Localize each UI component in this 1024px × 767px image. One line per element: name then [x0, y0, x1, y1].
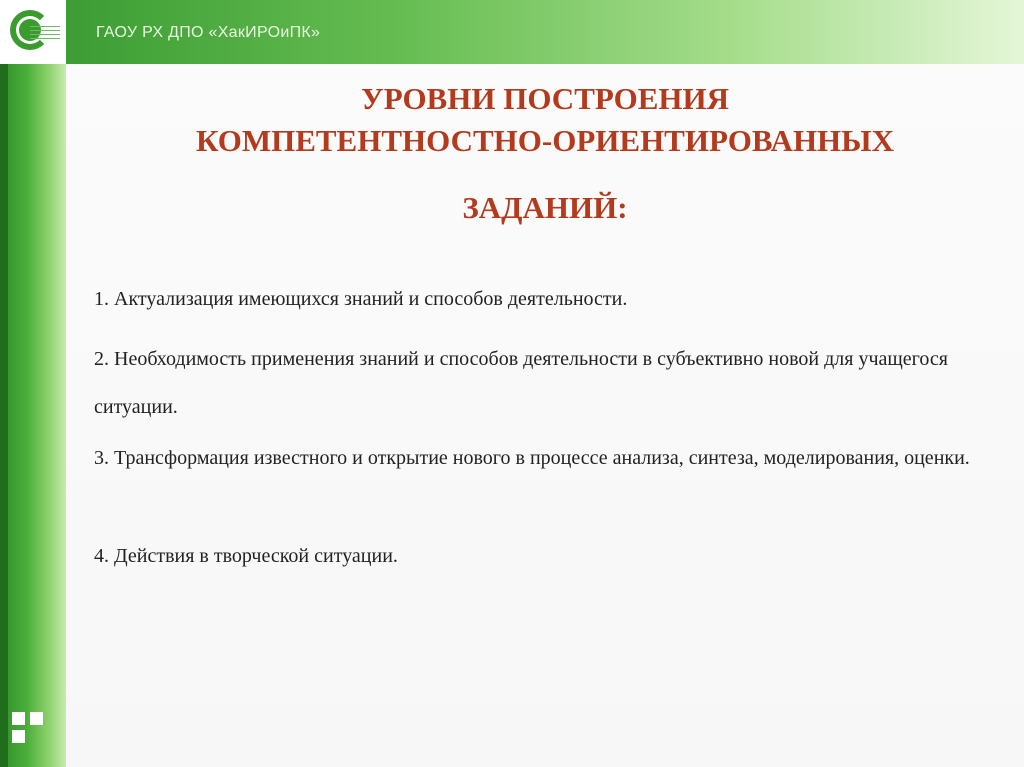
list-item-3: 3. Трансформация известного и открытие нового в процессе анализа, синтеза, моделирования, оценки. [94, 447, 970, 469]
left-dark-stripe [0, 0, 8, 767]
title-line-3: ЗАДАНИЙ: [462, 190, 628, 225]
logo [0, 0, 66, 64]
logo-lines-icon [30, 26, 60, 42]
header-band [66, 0, 1024, 64]
list-item-1: 1. Актуализация имеющихся знаний и способов деятельности. [94, 288, 628, 310]
header-org-name: ГАОУ РХ ДПО «ХакИРОиПК» [96, 24, 321, 41]
title-line-1: УРОВНИ ПОСТРОЕНИЯ [360, 81, 730, 116]
title-line-2: КОМПЕТЕНТНОСТНО-ОРИЕНТИРОВАННЫХ [196, 123, 894, 158]
slide-title [66, 78, 1024, 162]
list-item-2: 2. Необходимость применения знаний и способов деятельности в субъективно новой для учащегося ситуации. [94, 348, 948, 418]
decorative-squares-icon [12, 712, 52, 748]
left-green-bar [0, 0, 66, 767]
list-item-4: 4. Действия в творческой ситуации. [94, 545, 398, 567]
